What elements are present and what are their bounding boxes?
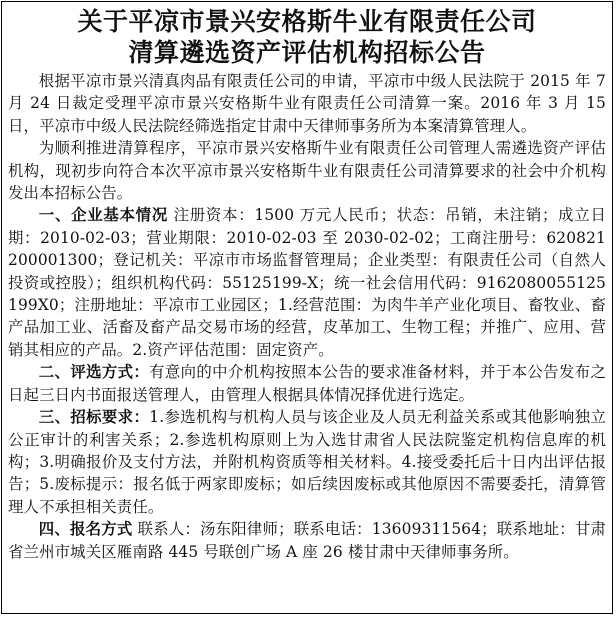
announcement-title bbox=[8, 6, 606, 68]
section-text: 注册资本：1500 万元人民币；状态：吊销，未注销；成立日期：2010-02-03；营业期限：2010-02-03 至 2030-02-02；工商注册号：620821200001300；登记机关：平凉市市场监督管理局；企业类型：有限责任公司（自然人投资或控股）；组织机构代码：55125199-X；统一社会信用代码：916208005512519​9X0；注册地址：平凉市工业园区；1.经营范围：为肉牛羊产业化项目、畜牧业、畜产品加工业、活畜及畜产品交易市场的经营，皮革加工、生物工程；并推广、应用、营销其相应的产品。2.资产评估范围：固定资产。 bbox=[8, 206, 606, 359]
section-heading: 二、评选方式： bbox=[38, 363, 150, 382]
section-heading: 三、招标要求： bbox=[38, 408, 150, 427]
section-selection-method bbox=[8, 361, 606, 406]
section-text: 联系人：汤东阳律师；联系电话：13609311564；联系地址：甘肃省兰州市城关区雁南路 445 号联创广场 A 座 26 楼甘肃中天律师事务所。 bbox=[8, 520, 606, 561]
intro-paragraph-2: 为顺利推进清算程序，平凉市景兴安格斯牛业有限责任公司管理人需遴选资产评估机构，现初步向符合本次平凉市景兴安格斯牛业有限责任公司清算要求的社会中介机构发出本招标公告。 bbox=[8, 139, 606, 203]
announcement bbox=[1, 1, 613, 614]
title-line-2: 清算遴选资产评估机构招标公告 bbox=[128, 38, 486, 67]
section-company-info bbox=[8, 204, 606, 361]
section-heading: 一、企业基本情况 bbox=[38, 206, 168, 225]
section-heading: 四、报名方式 bbox=[38, 520, 133, 539]
section-text: 1.参选机构与机构人员与该企业及人员无利益关系或其他影响独立公正审计的利害关系；2.参选机构原则上为入选甘肃省人民法院鉴定机构信息库的机构；3.明确报价及支付方法，并附机构资质等相关材料。4.接受委托后十日内出评估报告；5.废标提示：报名低于两家即废标；如后续因废标或其他原因不需要委托，清算管理人不承担相关责任。 bbox=[8, 408, 606, 516]
intro-paragraph-1: 根据平凉市景兴清真肉品有限责任公司的申请，平凉市中级人民法院于 2015 年 7 月 24 日裁定受理平凉市景兴安格斯牛业有限责任公司清算一案。2016 年 3 月 15 日，平凉市中级人民法院经筛选指定甘肃中天律师事务所为本案清算管理人。 bbox=[8, 72, 606, 135]
announcement-body bbox=[8, 70, 606, 563]
title-line-1: 关于平凉市景兴安格斯牛业有限责任公司 bbox=[77, 7, 537, 36]
section-text: 有意向的中介机构按照本公告的要求准备材料，并于本公告发布之日起三日内书面报送管理人，由管理人根据具体情况择优进行选定。 bbox=[8, 363, 606, 404]
section-requirements bbox=[8, 406, 606, 518]
section-registration bbox=[8, 518, 606, 563]
